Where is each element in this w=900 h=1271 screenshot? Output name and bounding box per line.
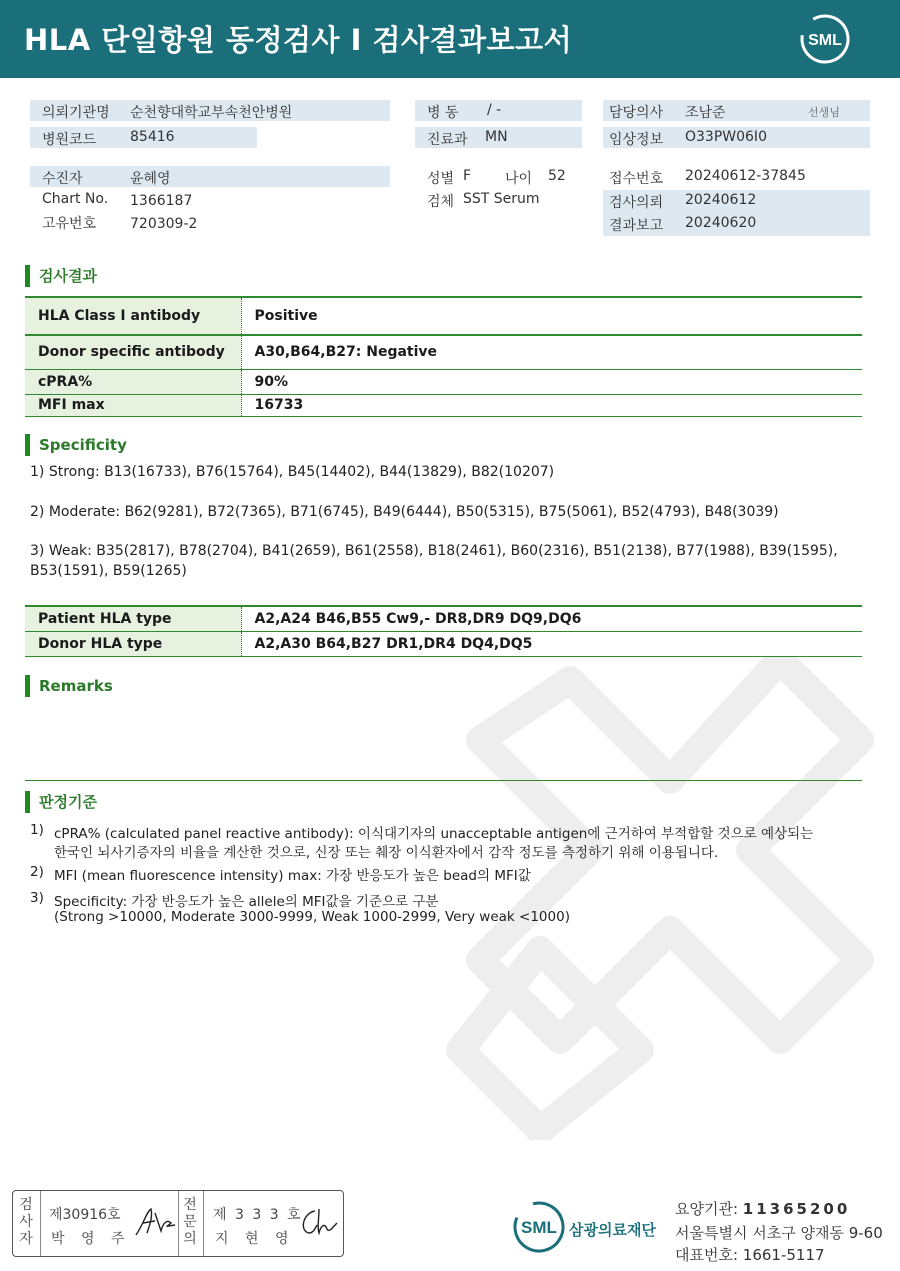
phone-label: 대표번호: xyxy=(675,1246,739,1264)
criteria-num-1: 1) xyxy=(30,822,44,838)
phone-line xyxy=(675,1244,825,1265)
specificity-weak-2: B53(1591), B59(1265) xyxy=(30,563,187,579)
ward-label: 병 동 xyxy=(427,105,459,121)
report-header xyxy=(0,0,900,78)
result-key: MFI max xyxy=(25,394,241,416)
signature-box xyxy=(12,1190,344,1257)
patient-value: 윤혜영 xyxy=(130,171,171,187)
result-value: 90% xyxy=(241,369,862,394)
criteria-num-2: 2) xyxy=(30,864,44,880)
sex-label: 성별 xyxy=(427,171,455,187)
age-value: 52 xyxy=(548,168,566,184)
hla-value: A2,A30 B64,B27 DR1,DR4 DQ4,DQ5 xyxy=(241,631,862,656)
specimen-value: SST Serum xyxy=(463,191,540,207)
specialist-label-text: 전문의 xyxy=(183,1197,197,1247)
footer-logo-text: SML xyxy=(521,1218,557,1237)
unique-value: 720309-2 xyxy=(130,216,198,232)
criteria-line: (Strong >10000, Moderate 3000-9999, Weak 1000-2999, Very weak <1000) xyxy=(54,909,570,925)
divider xyxy=(40,1191,41,1256)
divider xyxy=(178,1191,179,1256)
remarks-title: Remarks xyxy=(25,675,113,697)
tester-label xyxy=(19,1197,33,1248)
phone-number: 1661-5117 xyxy=(742,1246,825,1264)
hla-type-table xyxy=(25,605,862,657)
criteria-line: Specificity: 가장 반응도가 높은 allele의 MFI값을 기준으로 구분 xyxy=(54,894,439,910)
hla-value: A2,A24 B46,B55 Cw9,- DR8,DR9 DQ9,DQ6 xyxy=(241,606,862,631)
patient-field xyxy=(30,166,390,187)
requester-label: 의뢰기관명 xyxy=(42,105,110,121)
criteria-line: cPRA% (calculated panel reactive antibody): 이식대기자의 unacceptable antigen에 근거하여 부적합할 것으로 예상되는 xyxy=(54,826,814,842)
tester-label-text: 검사자 xyxy=(19,1197,33,1247)
tester-signature-icon xyxy=(133,1205,178,1239)
result-value: 16733 xyxy=(241,394,862,416)
address: 서울특별시 서초구 양재동 9-60 xyxy=(675,1224,883,1242)
report-date-value: 20240620 xyxy=(685,215,757,231)
result-key: cPRA% xyxy=(25,369,241,394)
table-row xyxy=(25,606,862,631)
criteria-line: MFI (mean fluorescence intensity) max: 가장 반응도가 높은 bead의 MFI값 xyxy=(54,868,531,884)
patient-label: 수진자 xyxy=(42,171,83,187)
specialist-signature-icon xyxy=(295,1205,340,1239)
result-key: Donor specific antibody xyxy=(25,335,241,369)
criteria-line: 한국인 뇌사기증자의 비율을 계산한 것으로, 신장 또는 췌장 이식환자에서 감작 정도를 측정하기 위해 이용됩니다. xyxy=(54,845,719,861)
dept-field xyxy=(415,127,582,148)
specificity-strong: 1) Strong: B13(16733), B76(15764), B45(14402), B44(13829), B82(10207) xyxy=(30,464,555,480)
criteria-title: 판정기준 xyxy=(25,791,97,813)
request-date-value: 20240612 xyxy=(685,192,757,208)
request-date-label: 검사의뢰 xyxy=(609,195,664,211)
hospital-code-field xyxy=(30,127,257,148)
care-number-line xyxy=(675,1198,850,1219)
result-key: HLA Class I antibody xyxy=(25,297,241,335)
dept-label: 진료과 xyxy=(427,132,468,148)
ward-value: / - xyxy=(487,102,502,118)
requester-field xyxy=(30,100,390,121)
unique-label: 고유번호 xyxy=(42,216,97,232)
dept-value: MN xyxy=(485,129,508,145)
hla-key: Patient HLA type xyxy=(25,606,241,631)
results-table xyxy=(25,296,862,417)
receipt-label: 접수번호 xyxy=(609,171,664,187)
table-row xyxy=(25,394,862,416)
specificity-weak-1: 3) Weak: B35(2817), B78(2704), B41(2659), B61(2558), B18(2461), B60(2316), B51(2138), B77(1988), B39(1595), xyxy=(30,543,838,559)
table-row xyxy=(25,369,862,394)
result-value: Positive xyxy=(241,297,862,335)
specialist-label xyxy=(183,1197,197,1248)
divider xyxy=(203,1191,204,1256)
care-number: 11365200 xyxy=(742,1200,851,1218)
doctor-value: 조남준 xyxy=(685,105,726,121)
sex-value: F xyxy=(463,168,472,184)
report-title: HLA 단일항원 동정검사 I 검사결과보고서 xyxy=(24,23,573,57)
specialist-number: 제 3 3 3 호 xyxy=(213,1207,303,1223)
specimen-label: 검체 xyxy=(427,194,455,210)
specialist-name: 지 현 영 xyxy=(215,1231,295,1247)
sml-logo-icon xyxy=(800,14,850,64)
report-date-label: 결과보고 xyxy=(609,218,664,234)
tester-number: 제30916호 xyxy=(49,1207,121,1223)
doctor-suffix: 선생님 xyxy=(808,106,840,119)
hospital-code-label: 병원코드 xyxy=(42,132,97,148)
footer-sml-logo-icon xyxy=(512,1200,566,1254)
table-row xyxy=(25,297,862,335)
receipt-value: 20240612-37845 xyxy=(685,168,806,184)
clinical-label: 임상정보 xyxy=(609,132,664,148)
doctor-label: 담당의사 xyxy=(609,105,664,121)
dates-field xyxy=(603,190,870,236)
org-name: 삼광의료재단 xyxy=(569,1221,656,1239)
clinical-value: O33PW06I0 xyxy=(685,129,767,145)
table-row xyxy=(25,631,862,656)
hla-key: Donor HLA type xyxy=(25,631,241,656)
tester-name: 박 영 주 xyxy=(51,1231,131,1247)
result-value: A30,B64,B27: Negative xyxy=(241,335,862,369)
chart-value: 1366187 xyxy=(130,193,193,209)
care-label: 요양기관: xyxy=(675,1200,739,1218)
age-label: 나이 xyxy=(505,171,533,187)
clinical-field xyxy=(603,127,870,148)
hospital-code-value: 85416 xyxy=(130,129,175,145)
requester-value: 순천향대학교부속천안병원 xyxy=(130,105,293,121)
ward-field xyxy=(415,100,582,121)
divider xyxy=(25,780,862,781)
results-title: 검사결과 xyxy=(25,265,97,287)
doctor-field xyxy=(603,100,870,121)
sml-logo-text: SML xyxy=(808,32,842,49)
chart-label: Chart No. xyxy=(42,191,109,207)
table-row xyxy=(25,335,862,369)
specificity-title: Specificity xyxy=(25,434,127,456)
specificity-moderate: 2) Moderate: B62(9281), B72(7365), B71(6745), B49(6444), B50(5315), B75(5061), B52(4793), B48(3039) xyxy=(30,504,779,520)
criteria-num-3: 3) xyxy=(30,890,44,906)
